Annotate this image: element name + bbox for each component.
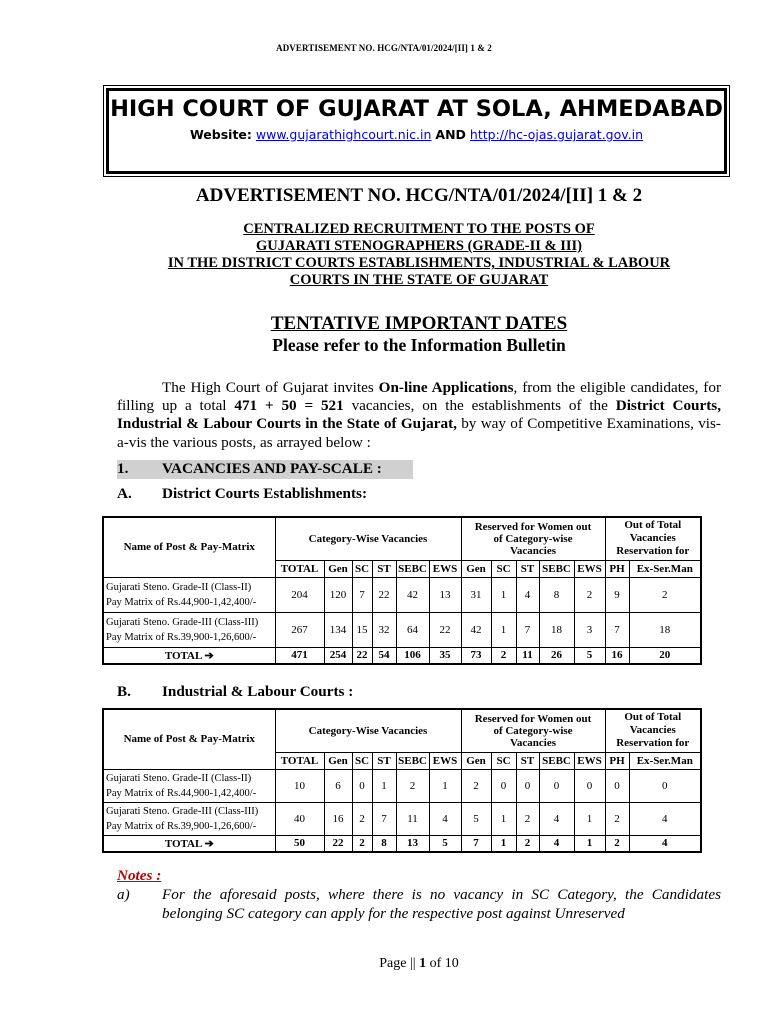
table-row xyxy=(103,802,701,835)
column-header: EWS xyxy=(574,560,605,577)
table-cell: 204 xyxy=(275,577,324,612)
table-cell: 8 xyxy=(539,577,574,612)
intro-bold: District Courts, Industrial & Labour Courts in the State of Gujarat, xyxy=(117,397,721,433)
total-label: TOTAL ➔ xyxy=(103,647,275,664)
notes-heading: Notes : xyxy=(117,867,162,884)
table-cell: 134 xyxy=(324,612,352,647)
total-cell: 2 xyxy=(352,835,372,852)
category-header: Category-Wise Vacancies xyxy=(275,517,461,560)
column-header: SC xyxy=(352,560,372,577)
section-1-heading xyxy=(117,460,413,479)
post-name xyxy=(103,612,275,647)
table-row xyxy=(103,612,701,647)
intro-text: The High Court of Gujarat invites xyxy=(162,379,379,396)
table-cell: 5 xyxy=(461,802,491,835)
table-cell: 1 xyxy=(491,577,516,612)
total-cell: 50 xyxy=(275,835,324,852)
column-header: SEBC xyxy=(539,752,574,769)
table-cell: 16 xyxy=(324,802,352,835)
page-label: Page || xyxy=(379,956,416,971)
post-header: Name of Post & Pay-Matrix xyxy=(103,709,275,769)
website-line xyxy=(109,127,724,142)
table-cell: 4 xyxy=(429,802,461,835)
table-row xyxy=(103,769,701,802)
column-header: TOTAL xyxy=(275,752,324,769)
total-cell: 4 xyxy=(629,835,701,852)
total-cell: 106 xyxy=(396,647,429,664)
table-row xyxy=(103,577,701,612)
table-cell: 2 xyxy=(516,802,539,835)
pay-matrix: Pay Matrix of Rs.44,900-1,42,400/- xyxy=(106,596,257,608)
total-cell: 2 xyxy=(605,835,629,852)
table-cell: 0 xyxy=(352,769,372,802)
column-header: SC xyxy=(491,560,516,577)
column-header: SEBC xyxy=(396,752,429,769)
table-cell: 2 xyxy=(461,769,491,802)
total-cell: 16 xyxy=(605,647,629,664)
note-label: a) xyxy=(117,886,130,903)
post-name xyxy=(103,577,275,612)
total-cell: 22 xyxy=(352,647,372,664)
website-link-2[interactable]: http://hc-ojas.gujarat.gov.in xyxy=(469,127,644,142)
total-cell: 5 xyxy=(429,835,461,852)
website-link-1[interactable]: www.gujarathighcourt.nic.in xyxy=(255,127,432,142)
table-cell: 3 xyxy=(574,612,605,647)
table-cell: 42 xyxy=(461,612,491,647)
table-cell: 1 xyxy=(574,802,605,835)
table-cell: 15 xyxy=(352,612,372,647)
reservation-header: Out of Total Vacancies Reservation for xyxy=(605,709,701,752)
post-title: Gujarati Steno. Grade-III (Class-III) xyxy=(106,805,259,817)
table-cell: 9 xyxy=(605,577,629,612)
column-header: Gen xyxy=(324,752,352,769)
table-cell: 1 xyxy=(372,769,396,802)
total-cell: 1 xyxy=(574,835,605,852)
table-cell: 7 xyxy=(352,577,372,612)
table-cell: 4 xyxy=(516,577,539,612)
table-cell: 0 xyxy=(516,769,539,802)
total-cell: 73 xyxy=(461,647,491,664)
total-cell: 8 xyxy=(372,835,396,852)
table-cell: 11 xyxy=(396,802,429,835)
post-title: Gujarati Steno. Grade-II (Class-II) xyxy=(106,772,252,784)
subsection-title: Industrial & Labour Courts : xyxy=(162,683,354,700)
table-cell: 4 xyxy=(629,802,701,835)
total-cell: 11 xyxy=(516,647,539,664)
total-cell: 35 xyxy=(429,647,461,664)
column-header: SEBC xyxy=(539,560,574,577)
table-cell: 0 xyxy=(574,769,605,802)
women-header: Reserved for Women out of Category-wise Vacancies xyxy=(461,517,605,560)
table-cell: 7 xyxy=(605,612,629,647)
column-header: SC xyxy=(352,752,372,769)
vacancy-table-district xyxy=(102,516,702,665)
total-cell: 471 xyxy=(275,647,324,664)
column-header: Ex-Ser.Man xyxy=(629,560,701,577)
column-header: SC xyxy=(491,752,516,769)
subsection-a-heading xyxy=(117,485,368,503)
section-title: VACANCIES AND PAY-SCALE : xyxy=(162,460,382,477)
total-label: TOTAL ➔ xyxy=(103,835,275,852)
column-header: EWS xyxy=(429,560,461,577)
pay-matrix: Pay Matrix of Rs.39,900-1,26,600/- xyxy=(106,631,257,643)
post-title: Gujarati Steno. Grade-III (Class-III) xyxy=(106,616,259,628)
post-header: Name of Post & Pay-Matrix xyxy=(103,517,275,577)
column-header: EWS xyxy=(429,752,461,769)
table-cell: 2 xyxy=(629,577,701,612)
column-header: ST xyxy=(372,752,396,769)
table-cell: 1 xyxy=(491,802,516,835)
total-cell: 254 xyxy=(324,647,352,664)
intro-bold: 471 + 50 = 521 xyxy=(234,397,344,415)
website-label: Website: xyxy=(189,127,252,142)
table-cell: 64 xyxy=(396,612,429,647)
table-cell: 32 xyxy=(372,612,396,647)
table-cell: 0 xyxy=(629,769,701,802)
running-header: ADVERTISEMENT NO. HCG/NTA/01/2024/[II] 1 & 2 xyxy=(276,43,492,53)
column-header: Gen xyxy=(461,560,491,577)
pay-matrix: Pay Matrix of Rs.44,900-1,42,400/- xyxy=(106,787,257,799)
total-cell: 2 xyxy=(516,835,539,852)
column-header: PH xyxy=(605,560,629,577)
intro-text: by way of Competitive Examinations, vis-a-vis the various posts, as arrayed below : xyxy=(117,415,721,451)
website-and: AND xyxy=(435,127,466,142)
page-of: of 10 xyxy=(429,956,459,971)
post-title: Gujarati Steno. Grade-II (Class-II) xyxy=(106,581,252,593)
vacancy-table-industrial xyxy=(102,708,702,853)
total-cell: 54 xyxy=(372,647,396,664)
table-cell: 10 xyxy=(275,769,324,802)
recruitment-line: COURTS IN THE STATE OF GUJARAT xyxy=(289,272,549,288)
column-header: PH xyxy=(605,752,629,769)
table-cell: 0 xyxy=(605,769,629,802)
table-cell: 1 xyxy=(429,769,461,802)
table-cell: 120 xyxy=(324,577,352,612)
tentative-dates-heading: TENTATIVE IMPORTANT DATES xyxy=(270,313,568,334)
recruitment-line: CENTRALIZED RECRUITMENT TO THE POSTS OF xyxy=(243,221,595,237)
table-cell: 40 xyxy=(275,802,324,835)
table-cell: 13 xyxy=(429,577,461,612)
intro-bold: On-line Applications xyxy=(378,379,514,396)
note-text: For the aforesaid posts, where there is no vacancy in SC Category, the Candidates belonging SC category can apply for the respective post against Unreserved xyxy=(162,886,721,922)
pay-matrix: Pay Matrix of Rs.39,900-1,26,600/- xyxy=(106,820,257,832)
table-cell: 18 xyxy=(539,612,574,647)
table-cell: 1 xyxy=(491,612,516,647)
category-header: Category-Wise Vacancies xyxy=(275,709,461,752)
intro-text: vacancies, on the establishments of the xyxy=(343,397,616,415)
table-cell: 4 xyxy=(539,802,574,835)
table-cell: 42 xyxy=(396,577,429,612)
table-cell: 267 xyxy=(275,612,324,647)
table-cell: 18 xyxy=(629,612,701,647)
column-header: ST xyxy=(372,560,396,577)
recruitment-heading xyxy=(0,221,768,289)
table-cell: 7 xyxy=(516,612,539,647)
page-number: 1 xyxy=(419,956,427,971)
table-cell: 2 xyxy=(352,802,372,835)
column-header: EWS xyxy=(574,752,605,769)
total-cell: 13 xyxy=(396,835,429,852)
column-header: SEBC xyxy=(396,560,429,577)
intro-paragraph xyxy=(117,379,721,452)
column-header: TOTAL xyxy=(275,560,324,577)
column-header: ST xyxy=(516,560,539,577)
table-cell: 0 xyxy=(491,769,516,802)
recruitment-line: IN THE DISTRICT COURTS ESTABLISHMENTS, INDUSTRIAL & LABOUR xyxy=(167,255,671,271)
subsection-title: District Courts Establishments: xyxy=(162,485,368,502)
table-cell: 7 xyxy=(372,802,396,835)
total-cell: 1 xyxy=(491,835,516,852)
total-cell: 2 xyxy=(491,647,516,664)
table-cell: 6 xyxy=(324,769,352,802)
table-cell: 0 xyxy=(539,769,574,802)
court-title-box xyxy=(106,88,727,174)
intro-text: , from the eligible candidates, for filling up a total xyxy=(117,379,722,415)
refer-bulletin: Please refer to the Information Bulletin xyxy=(272,335,566,355)
reservation-header: Out of Total Vacancies Reservation for xyxy=(605,517,701,560)
court-title: HIGH COURT OF GUJARAT AT SOLA, AHMEDABAD xyxy=(110,96,723,122)
total-row xyxy=(103,835,701,852)
total-cell: 4 xyxy=(539,835,574,852)
total-cell: 26 xyxy=(539,647,574,664)
table-cell: 31 xyxy=(461,577,491,612)
table-cell: 2 xyxy=(396,769,429,802)
table-cell: 2 xyxy=(574,577,605,612)
table-cell: 22 xyxy=(429,612,461,647)
advertisement-number: ADVERTISEMENT NO. HCG/NTA/01/2024/[II] 1 & 2 xyxy=(195,185,643,206)
subsection-b-heading xyxy=(117,683,354,701)
column-header: ST xyxy=(516,752,539,769)
total-cell: 22 xyxy=(324,835,352,852)
recruitment-line: GUJARATI STENOGRAPHERS (GRADE-II & III) xyxy=(255,238,583,254)
total-cell: 5 xyxy=(574,647,605,664)
section-number: 1. xyxy=(117,460,129,477)
column-header: Ex-Ser.Man xyxy=(629,752,701,769)
post-name xyxy=(103,769,275,802)
page-footer xyxy=(0,956,768,972)
subsection-number: B. xyxy=(117,683,131,700)
table-cell: 2 xyxy=(605,802,629,835)
total-row xyxy=(103,647,701,664)
column-header: Gen xyxy=(324,560,352,577)
subsection-number: A. xyxy=(117,485,132,502)
post-name xyxy=(103,802,275,835)
total-cell: 7 xyxy=(461,835,491,852)
total-cell: 20 xyxy=(629,647,701,664)
table-cell: 22 xyxy=(372,577,396,612)
women-header: Reserved for Women out of Category-wise Vacancies xyxy=(461,709,605,752)
column-header: Gen xyxy=(461,752,491,769)
